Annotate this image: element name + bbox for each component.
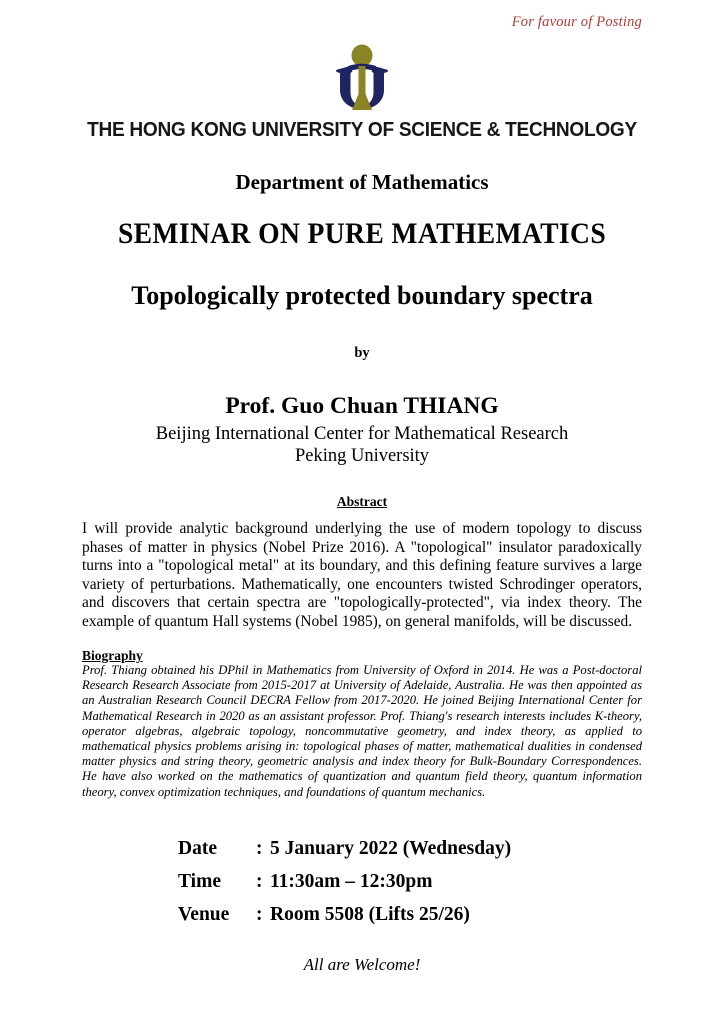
abstract-heading: Abstract: [336, 494, 388, 509]
by-label: by: [354, 345, 370, 361]
hkust-logo: [0, 44, 724, 112]
venue-value: Room 5508 (Lifts 25/26): [270, 904, 470, 925]
date-label: Date: [178, 838, 217, 859]
date-value: 5 January 2022 (Wednesday): [270, 838, 512, 859]
university-name: THE HONG KONG UNIVERSITY OF SCIENCE & TECHNOLOGY: [87, 118, 637, 141]
event-details: [178, 838, 511, 937]
venue-colon: :: [256, 904, 263, 925]
abstract-body: I will provide analytic background underlying the use of modern topology to discuss phases of matter in physics (Nobel Prize 2016). A "topological" insulator paradoxically turns into a "topological metal" at its boundary, and this defining feature survives a large variety of perturbations. Mathematically, one encounters twisted Schrodinger operators, and discovers that certain spectra are "topologically-protected", via index theory. The example of quantum Hall systems (Nobel 1985), on general manifolds, will be discussed.: [82, 520, 642, 630]
detail-row-date: [178, 838, 511, 860]
speaker-affiliation: [0, 423, 724, 467]
detail-row-time: [178, 871, 511, 893]
welcome-message: All are Welcome!: [303, 955, 421, 974]
speaker-name: Prof. Guo Chuan THIANG: [225, 393, 499, 419]
department-name: Department of Mathematics: [235, 170, 489, 194]
date-colon: :: [256, 838, 263, 859]
detail-row-venue: [178, 904, 511, 926]
talk-title: Topologically protected boundary spectra: [131, 281, 593, 310]
speaker-affiliation-line-1: Beijing International Center for Mathematical Research: [155, 424, 569, 444]
seminar-series-title: SEMINAR ON PURE MATHEMATICS: [117, 217, 607, 250]
time-colon: :: [256, 871, 263, 892]
time-value: 11:30am – 12:30pm: [270, 871, 433, 892]
posting-notice: For favour of Posting: [511, 14, 642, 30]
venue-label: Venue: [178, 904, 230, 925]
hkust-logo-icon: [330, 44, 394, 112]
biography-body: Prof. Thiang obtained his DPhil in Mathematics from University of Oxford in 2014. He was a Post-doctoral Research Research Associate from 2015-2017 at University of Adelaide, Australia. He was then appointed as an Australian Research Council DECRA Fellow from 2017-2020. He joined Beijing International Center for Mathematical Research in 2020 as an assistant professor. Prof. Thiang's research interests includes K-theory, operator algebras, algebraic topology, noncommutative geometry, and index theory, as applied to mathematical physics problems arising in: topological phases of matter, mathematical dualities in condensed matter physics and string theory, geometric analysis and index theory for Bulk-Boundary Correspondences. He have also worked on the mathematics of quantization and quantum field theory, quantum information theory, convex optimization techniques, and foundations of quantum mechanics.: [82, 663, 642, 799]
biography-heading: Biography: [82, 648, 143, 663]
time-label: Time: [178, 871, 221, 892]
speaker-affiliation-line-2: Peking University: [294, 446, 430, 466]
